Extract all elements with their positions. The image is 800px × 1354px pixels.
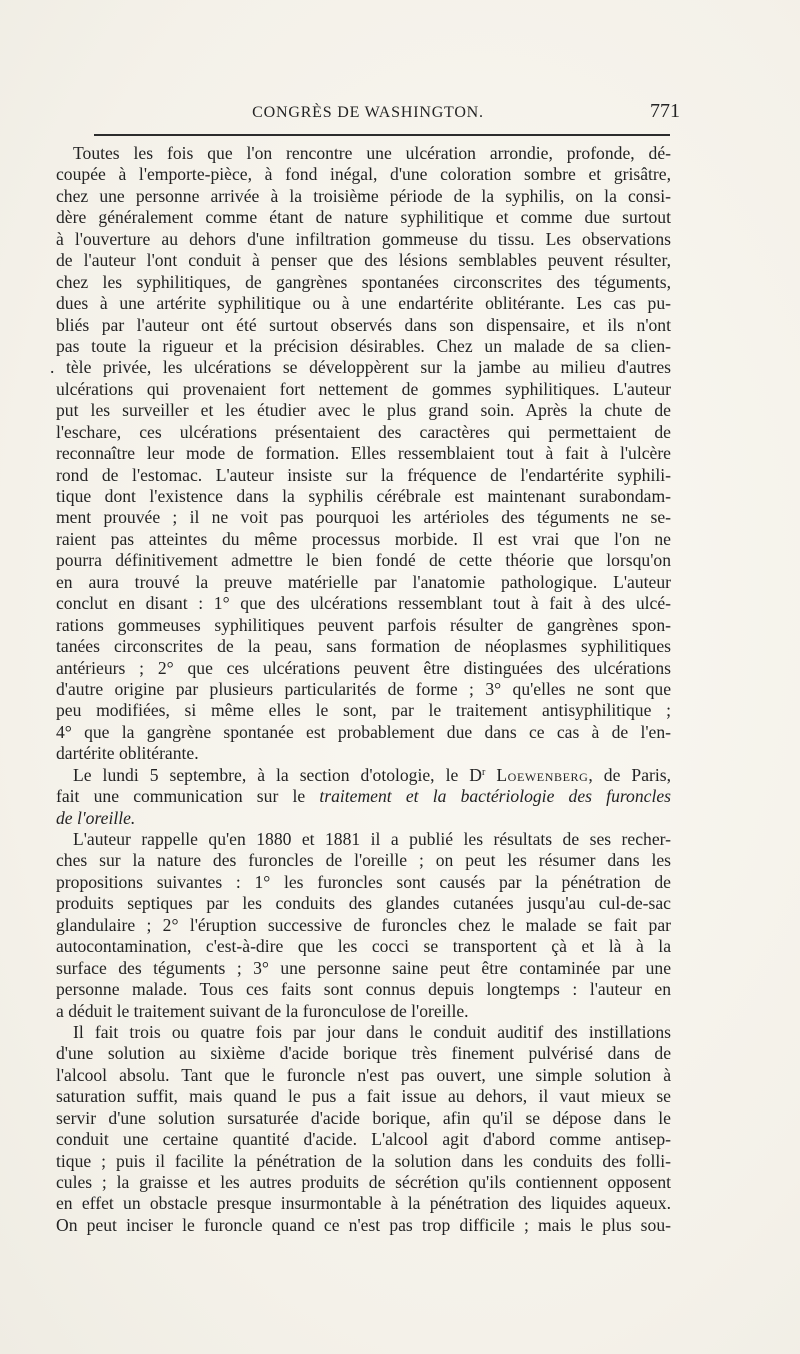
- text-line: chez une personne arrivée à la troisième période de la syphilis, on la consi-: [56, 185, 671, 206]
- text-line: ment prouvée ; il ne voit pas pourquoi les artérioles des téguments ne se-: [56, 507, 671, 528]
- communication-title: de l'oreille.: [56, 807, 136, 828]
- text-line: d'une solution au sixième d'acide borique très finement pulvérisé dans de: [56, 1043, 671, 1064]
- text-line: ches sur la nature des furoncles de l'oreille ; on peut les résumer dans les: [56, 850, 671, 871]
- text-run: , de Paris,: [588, 764, 671, 785]
- text-line: L'auteur rappelle qu'en 1880 et 1881 il a publié les résultats de ses recher-: [73, 829, 671, 849]
- text-line: produits septiques par les conduits des glandes cutanées jusqu'au cul-de-sac: [56, 893, 671, 914]
- running-title: CONGRÈS DE WASHINGTON.: [252, 104, 484, 121]
- text-run: fait une communication sur le: [56, 786, 320, 807]
- text-line: tanées circonscrites de la peau, sans formation de néoplasmes syphilitiques: [56, 636, 671, 657]
- text-line: Toutes les fois que l'on rencontre une ulcération arrondie, profonde, dé-: [73, 143, 671, 163]
- text-line: dues à une artérite syphilitique ou à une endartérite oblitérante. Les cas pu-: [56, 293, 671, 314]
- running-head: [56, 100, 680, 126]
- text-line: conduit une certaine quantité d'acide. L'alcool agit d'abord comme antisep-: [56, 1129, 671, 1150]
- text-line: . tèle privée, les ulcérations se développèrent sur la jambe au milieu d'autres: [50, 357, 671, 378]
- text-line: On peut inciser le furoncle quand ce n'est pas trop difficile ; mais le plus sou-: [56, 1214, 671, 1235]
- text-line: servir d'une solution sursaturée d'acide borique, afin qu'il se dépose dans le: [56, 1107, 671, 1128]
- text-line: saturation suffit, mais quand le pus a fait issue au dehors, il vaut mieux se: [56, 1086, 671, 1107]
- text-line: peu modifiées, si même elles le sont, par le traitement antisyphilitique ;: [56, 700, 671, 721]
- text-line: 4° que la gangrène spontanée est probablement due dans ce cas à de l'en-: [56, 721, 671, 742]
- text-line: raient pas atteintes du même processus morbide. Il est vrai que l'on ne: [56, 528, 671, 549]
- header-rule: [94, 134, 670, 136]
- text-line: personne malade. Tous ces faits sont connus depuis longtemps : l'auteur en: [56, 979, 671, 1000]
- text-line: tique ; puis il facilite la pénétration de la solution dans les conduits des folli-: [56, 1150, 671, 1171]
- text-line: en effet un obstacle presque insurmontable à la pénétration des liquides aqueux.: [56, 1193, 671, 1214]
- text-line: rations gommeuses syphilitiques peuvent parfois résulter de gangrènes spon-: [56, 614, 671, 635]
- text-line: conclut en disant : 1° que des ulcérations ressemblant tout à fait à des ulcé-: [56, 593, 671, 614]
- text-line: [56, 808, 671, 829]
- text-line: de l'auteur l'ont conduit à penser que des lésions semblables peuvent résulter,: [56, 250, 671, 271]
- text-line: put les surveiller et les étudier avec le plus grand soin. Après la chute de: [56, 400, 671, 421]
- body-text: [50, 143, 671, 1236]
- text-line: surface des téguments ; 3° une personne saine peut être contaminée par une: [56, 957, 671, 978]
- text-line: propositions suivantes : 1° les furoncles sont causés par la pénétration de: [56, 871, 671, 892]
- text-line: [56, 765, 671, 786]
- page-number: 771: [650, 100, 680, 122]
- text-line: coupée à l'emporte-pièce, à fond inégal, d'une coloration sombre et grisâtre,: [56, 164, 671, 185]
- text-line: reconnaître leur mode de formation. Elles ressemblaient tout à fait à l'ulcère: [56, 443, 671, 464]
- text-line: en aura trouvé la preuve matérielle par l'anatomie pathologique. L'auteur: [56, 571, 671, 592]
- text-line: dère généralement comme étant de nature syphilitique et comme due surtout: [56, 207, 671, 228]
- text-line: d'autre origine par plusieurs particularités de forme ; 3° qu'elles ne sont que: [56, 678, 671, 699]
- text-line: cules ; la graisse et les autres produits de sécrétion qu'ils contiennent opposent: [56, 1172, 671, 1192]
- text-line: glandulaire ; 2° l'éruption successive de furoncles chez le malade se fait par: [56, 914, 671, 935]
- communication-title: traitement et la bactériologie des furoncles: [319, 786, 671, 807]
- text-line: [56, 786, 671, 807]
- text-line: dartérite oblitérante.: [56, 743, 199, 764]
- text-line: bliés par l'auteur ont été surtout observés dans son dispensaire, et ils n'ont: [56, 314, 671, 335]
- text-line: à l'ouverture au dehors d'une infiltration gommeuse du tissu. Les observations: [56, 228, 671, 249]
- text-line: pourra définitivement admettre le bien fondé de cette théorie que lorsqu'on: [56, 550, 671, 571]
- text-line: autocontamination, c'est-à-dire que les cocci se transportent çà et là à la: [56, 936, 671, 957]
- text-line: Il fait trois ou quatre fois par jour dans le conduit auditif des instillations: [73, 1021, 671, 1042]
- text-line: antérieurs ; 2° que ces ulcérations peuvent être distinguées des ulcérations: [56, 657, 671, 678]
- text-line: tique dont l'existence dans la syphilis cérébrale est maintenant surabondam-: [56, 486, 671, 506]
- text-line: a déduit le traitement suivant de la furonculose de l'oreille.: [56, 1000, 469, 1021]
- text-line: l'eschare, ces ulcérations présentaient des caractères qui permettaient de: [56, 421, 671, 442]
- text-line: chez les syphilitiques, de gangrènes spontanées circonscrites des téguments,: [56, 271, 671, 292]
- text-line: pas toute la rigueur et la précision désirables. Chez un malade de sa clien-: [56, 335, 671, 356]
- text-line: rond de l'estomac. L'auteur insiste sur la fréquence de l'endartérite syphili-: [56, 464, 671, 485]
- author-name: Loewenberg: [496, 764, 589, 785]
- text-run: Le lundi 5 septembre, à la section d'otologie, le D: [73, 764, 482, 785]
- title-abbrev-superscript: r: [481, 766, 486, 778]
- text-line: l'alcool absolu. Tant que le furoncle n'est pas ouvert, une simple solution à: [56, 1064, 671, 1085]
- text-line: ulcérations qui provenaient fort nettement de gommes syphilitiques. L'auteur: [56, 378, 671, 399]
